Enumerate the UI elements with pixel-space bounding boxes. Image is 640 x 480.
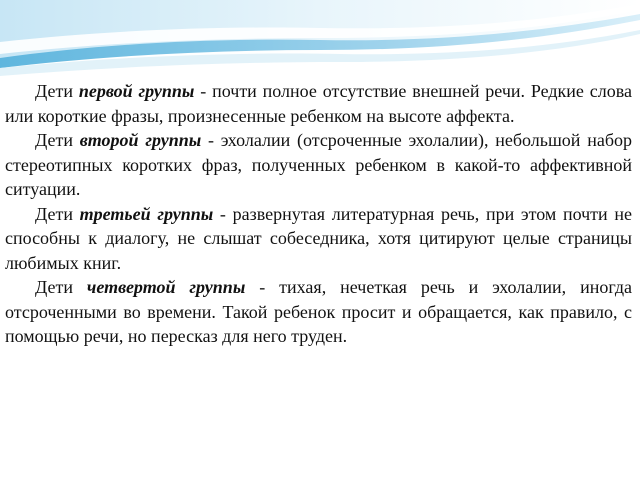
group-name-fourth: четвертой группы <box>86 277 246 297</box>
decorative-wave-header <box>0 0 640 90</box>
paragraph-lead: Дети <box>35 277 87 297</box>
paragraph-text: - развернутая литературная речь, при этом почти не способны к диалогу, не слышат собеседника, хотя цитируют целые страницы любимых книг. <box>5 203 632 273</box>
paragraph-group-1 <box>5 79 632 128</box>
paragraph-text: - эхолалии (отсроченные эхолалии), небольшой набор стереотипных коротких фраз, полученных ребенком в какой-то аффективной ситуации. <box>5 130 632 199</box>
paragraph-group-3 <box>5 202 632 276</box>
paragraph-lead: Дети <box>35 81 79 101</box>
group-name-first: первой группы <box>78 81 195 101</box>
paragraph-group-4 <box>5 275 632 349</box>
paragraph-group-2 <box>5 128 632 202</box>
paragraph-text: - почти полное отсутствие внешней речи. Редкие слова или короткие фразы, произнесенные ребенком на высоте аффекта. <box>5 81 632 126</box>
paragraph-lead: Дети <box>35 130 80 150</box>
group-name-second: второй группы <box>79 130 202 150</box>
text-body <box>5 79 632 349</box>
group-name-third: третьей группы <box>79 203 214 224</box>
paragraph-text: - тихая, нечеткая речь и эхолалии, иногда отсроченными во времени. Такой ребенок просит и обращается, как правило, с помощью речи, но пересказ для него труден. <box>5 277 632 346</box>
paragraph-lead: Дети <box>35 203 80 224</box>
